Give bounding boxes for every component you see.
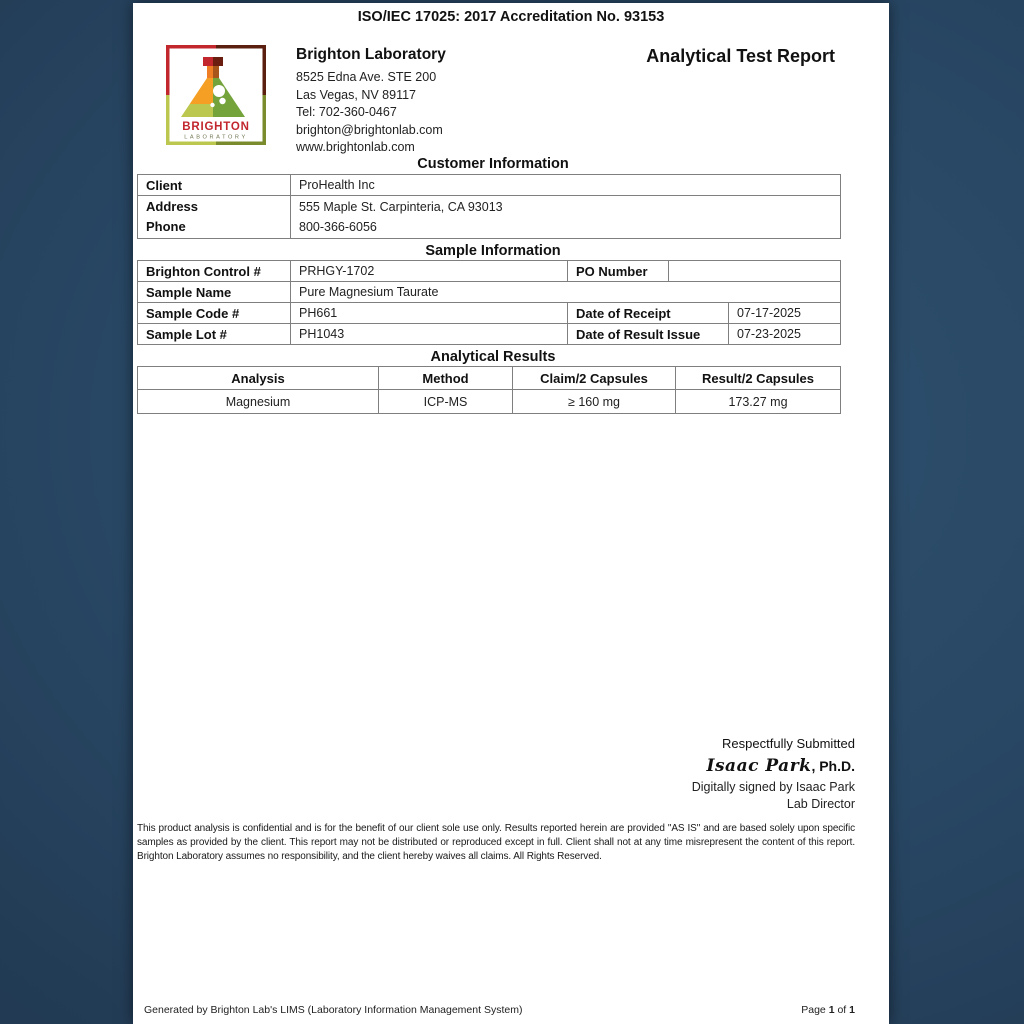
result-header: Result/2 Capsules [676,367,841,390]
date-of-receipt-label: Date of Receipt [568,303,729,324]
of-label: of [837,1004,847,1016]
phone-label: Phone [146,219,186,234]
report-title: Analytical Test Report [646,46,835,66]
analytical-results-title: Analytical Results [430,349,556,365]
table-row [138,303,841,324]
control-number-label: Brighton Control # [138,261,291,282]
table-row [138,261,841,282]
page-total: 1 [849,1004,855,1016]
address-value: 555 Maple St. Carpinteria, CA 93013 [299,200,503,214]
signature-line [137,754,855,779]
page-number: 1 [828,1004,835,1016]
address-label: Address [146,199,199,214]
lab-director-text: Lab Director [786,797,855,811]
sample-code-value: PH661 [291,303,568,324]
accreditation-header: ISO/IEC 17025: 2017 Accreditation No. 93153 [357,9,665,25]
analytical-results-table [137,366,841,414]
analysis-value: Magnesium [138,390,379,414]
sample-lot-value: PH1043 [291,324,568,345]
signature-block [137,734,855,813]
respectfully-submitted-text: Respectfully Submitted [722,736,855,751]
table-row [138,324,841,345]
analysis-header: Analysis [138,367,379,390]
lab-info [296,45,446,157]
report-header [166,45,855,154]
signature-credentials: , Ph.D. [811,758,855,774]
generated-by-text: Generated by Brighton Lab's LIMS (Laboratory Information Management System) [144,1004,523,1016]
po-number-value [669,261,841,282]
customer-information-table [137,174,841,239]
signature-script: Isaac Park [706,756,812,776]
customer-information-title: Customer Information [417,156,569,172]
result-value: 173.27 mg [676,390,841,414]
table-row [138,196,841,239]
table-header-row [138,367,841,390]
sample-code-label: Sample Code # [138,303,291,324]
page-label: Page [801,1004,826,1016]
sample-lot-label: Sample Lot # [138,324,291,345]
table-row [138,390,841,414]
date-of-result-issue-value: 07-23-2025 [729,324,841,345]
method-header: Method [379,367,513,390]
date-of-receipt-value: 07-17-2025 [729,303,841,324]
date-of-result-issue-label: Date of Result Issue [568,324,729,345]
report-page [133,3,889,1024]
control-number-value: PRHGY-1702 [291,261,568,282]
lab-address-line1: 8525 Edna Ave. STE 200 [296,70,437,84]
disclaimer-text: This product analysis is confidential and is for the benefit of our client sole use only. Results reported herein are provided "AS IS" and are based solely upon specific samples as provided by the client. This report may not be distributed or reproduced except in full. Client shall not at any time misrepresent the content of this report. Brighton Laboratory assumes no responsibility, and the client hereby waives all claims. All Rights Reserved. [137,823,855,862]
lab-phone: Tel: 702-360-0467 [296,105,397,119]
logo-text-brighton: BRIGHTON [182,121,250,133]
claim-header: Claim/2 Capsules [513,367,676,390]
logo-text-laboratory: LABORATORY [184,134,248,141]
flask-icon [166,45,266,145]
claim-value: ≥ 160 mg [513,390,676,414]
po-number-label: PO Number [568,261,669,282]
lab-name: Brighton Laboratory [296,46,446,63]
table-row [138,282,841,303]
sample-information-table [137,260,841,345]
brighton-lab-logo [166,45,266,145]
lab-website: www.brightonlab.com [296,140,415,154]
sample-name-label: Sample Name [138,282,291,303]
phone-value: 800-366-6056 [299,220,377,234]
page-indicator [801,1004,855,1016]
page-footer [144,1004,855,1016]
sample-information-title: Sample Information [425,243,561,259]
client-label: Client [138,175,291,196]
sample-name-value: Pure Magnesium Taurate [291,282,841,303]
method-value: ICP-MS [379,390,513,414]
client-value: ProHealth Inc [291,175,841,196]
table-row [138,175,841,196]
digitally-signed-text: Digitally signed by Isaac Park [691,780,855,794]
lab-email: brighton@brightonlab.com [296,122,443,137]
page-content [133,45,889,864]
lab-address-line2: Las Vegas, NV 89117 [296,87,416,102]
